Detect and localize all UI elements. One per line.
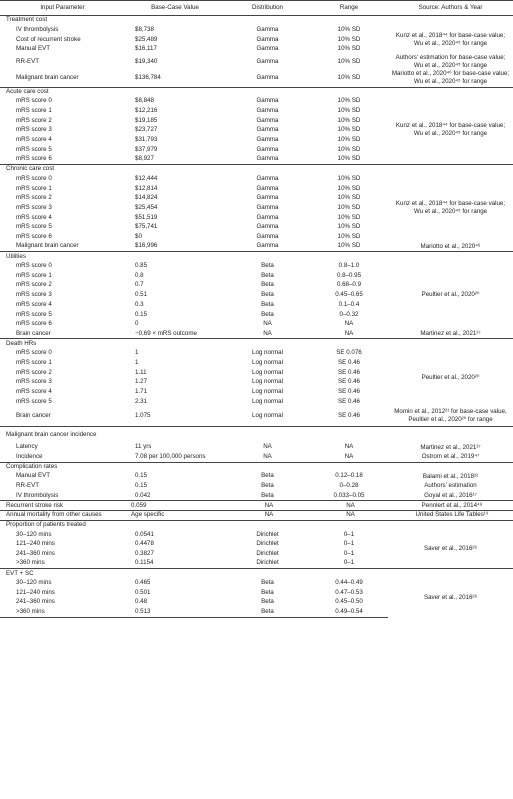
table-row (0, 70, 513, 87)
table-row (0, 349, 513, 359)
source-cell: Kunz et al., 2018⁴⁴ for base-case value; Wu et al., 2020⁴⁵ for range (395, 122, 506, 138)
base-case-value-cell: 0.059 (125, 501, 225, 511)
distribution-cell: Gamma (256, 213, 279, 221)
section-title: Utilities (0, 252, 513, 262)
range-cell: SE 0.46 (337, 412, 361, 420)
distribution-cell: Beta (261, 579, 274, 587)
range-cell: 0.033–0.05 (333, 491, 365, 499)
base-case-value-cell: 0.042 (135, 491, 151, 499)
range-cell: SE 0.076 (336, 349, 362, 357)
section-header-row (0, 462, 513, 472)
parameter-cell: mRS score 0 (16, 174, 52, 182)
distribution-cell: Beta (261, 310, 274, 318)
distribution-cell: NA (263, 320, 272, 328)
base-case-value-cell: $8,738 (135, 25, 154, 33)
range-cell: 10% SD (337, 97, 361, 105)
parameter-cell: mRS score 5 (16, 145, 52, 153)
range-cell: 0.68–0.9 (336, 281, 362, 289)
source-cell: Peultier et al., 2020²⁰ (421, 373, 480, 381)
range-cell: 10% SD (337, 155, 361, 163)
section-title: Complication rates (0, 462, 513, 472)
distribution-cell: Log normal (252, 349, 283, 357)
source-cell: Peultier et al., 2020²⁰ (421, 291, 480, 299)
base-case-value-cell: $0 (135, 233, 142, 241)
section-title: Acute care cost (0, 87, 513, 97)
range-cell: 0–1 (343, 559, 355, 567)
section-title: Malignant brain cancer incidence (0, 426, 513, 443)
base-case-value-cell: 0.1154 (135, 559, 154, 567)
section-title: Death HRs (0, 339, 513, 349)
range-cell: 10% SD (337, 116, 361, 124)
range-cell: 0.8–1.0 (338, 262, 360, 270)
table-row (0, 97, 513, 107)
distribution-cell: Gamma (256, 194, 279, 202)
base-case-value-cell: 0.0541 (135, 530, 154, 538)
base-case-value-cell: 0.85 (135, 262, 148, 270)
source-cell: Saver et al., 2016²⁶ (423, 593, 478, 601)
source-cell: United States Life Tables¹⁹ (388, 511, 513, 521)
range-cell: 10% SD (337, 145, 361, 153)
section-header-row (0, 252, 513, 262)
base-case-value-cell: 0.4478 (135, 540, 154, 548)
parameter-cell: mRS score 4 (16, 213, 52, 221)
section-title: Chronic care cost (0, 165, 513, 175)
distribution-cell: Gamma (256, 35, 279, 43)
range-cell: 0.12–0.18 (335, 472, 363, 480)
parameter-cell: mRS score 6 (16, 320, 52, 328)
parameter-cell: RR-EVT (16, 482, 40, 490)
table-row (0, 242, 513, 252)
base-case-value-cell: $8,848 (135, 97, 154, 105)
range-cell: 10% SD (337, 194, 361, 202)
distribution-cell: Gamma (256, 45, 279, 53)
parameter-cell: RR-EVT (16, 58, 40, 66)
parameter-cell: Malignant brain cancer (16, 242, 79, 250)
distribution-cell: Beta (261, 588, 274, 596)
range-cell: 10% SD (337, 25, 361, 33)
table-row (0, 329, 513, 339)
source-cell: Authors' estimation for base-case value; Wu et al., 2020⁴⁵ for range (395, 54, 506, 70)
base-case-value-cell: $23,727 (135, 126, 158, 134)
parameter-cell: mRS score 3 (16, 291, 52, 299)
parameter-cell: Brain cancer (16, 412, 51, 420)
base-case-value-cell: 1.71 (135, 388, 148, 396)
distribution-cell: Gamma (256, 136, 279, 144)
parameter-cell: 121–240 mins (16, 540, 55, 548)
table-row (0, 578, 513, 588)
distribution-cell: Beta (261, 291, 274, 299)
table-row (0, 452, 513, 462)
source-cell: Ostrom et al., 2019⁴⁷ (421, 452, 480, 460)
range-cell: 0–1 (343, 549, 355, 557)
parameter-cell: Brain cancer (16, 329, 51, 337)
section-title: Proportion of patients treated (0, 520, 513, 530)
parameter-cell: Annual mortality from other causes (0, 511, 125, 521)
distribution-cell: Log normal (252, 358, 283, 366)
range-cell: 10% SD (337, 184, 361, 192)
distribution-cell: NA (225, 501, 310, 511)
range-cell: 10% SD (337, 203, 361, 211)
source-cell: Pennlert et al., 2014⁴⁸ (388, 501, 513, 511)
base-case-value-cell: 0.3827 (135, 549, 154, 557)
base-case-value-cell: 0.48 (135, 598, 148, 606)
column-header-source: Source: Authors & Year (388, 1, 513, 16)
source-cell: Goyal et al., 2016¹⁷ (424, 491, 477, 499)
parameter-cell: mRS score 0 (16, 97, 52, 105)
range-cell: 10% SD (337, 136, 361, 144)
parameter-cell: mRS score 1 (16, 271, 52, 279)
base-case-value-cell: $75,741 (135, 223, 158, 231)
table-row (0, 491, 513, 501)
source-cell: Saver et al., 2016²⁶ (423, 544, 478, 552)
base-case-value-cell: $31,793 (135, 136, 158, 144)
base-case-value-cell: 0.15 (135, 310, 148, 318)
range-cell: NA (344, 452, 354, 460)
base-case-value-cell: 1.11 (135, 368, 147, 376)
range-cell: 0.8–0.95 (336, 271, 362, 279)
parameter-cell: mRS score 4 (16, 300, 52, 308)
source-cell: Kunz et al., 2018⁴⁴ for base-case value; Wu et al., 2020⁴⁵ for range (395, 31, 506, 47)
distribution-cell: Gamma (256, 184, 279, 192)
distribution-cell: Gamma (256, 107, 279, 115)
range-cell: SE 0.46 (337, 368, 361, 376)
distribution-cell: Dirichlet (256, 540, 279, 548)
range-cell: NA (344, 443, 354, 451)
base-case-value-cell: 11 yrs (135, 443, 152, 451)
base-case-value-cell: 0.3 (135, 300, 144, 308)
range-cell: NA (344, 320, 354, 328)
parameter-cell: mRS score 1 (16, 107, 52, 115)
parameter-cell: mRS score 1 (16, 358, 52, 366)
base-case-value-cell: $19,185 (135, 116, 158, 124)
base-case-value-cell: 7.08 per 100,000 persons (135, 452, 206, 460)
base-case-value-cell: 0.15 (135, 482, 148, 490)
parameter-cell: Recurrent stroke risk (0, 501, 125, 511)
base-case-value-cell: $12,814 (135, 184, 158, 192)
standalone-row (0, 511, 513, 521)
source-cell: Martinez et al., 2021²⁷ (420, 329, 481, 337)
parameter-cell: mRS score 3 (16, 378, 52, 386)
distribution-cell: Beta (261, 472, 274, 480)
table-row (0, 530, 513, 540)
distribution-cell: Log normal (252, 368, 283, 376)
source-cell: Kunz et al., 2018⁴⁴ for base-case value; Wu et al., 2020⁴⁵ for range (395, 200, 506, 216)
table-row (0, 481, 513, 491)
section-header-row (0, 339, 513, 349)
distribution-cell: Log normal (252, 412, 283, 420)
section-header-row (0, 16, 513, 26)
column-header-base-case-value: Base-Case Value (125, 1, 225, 16)
distribution-cell: Beta (261, 598, 274, 606)
parameter-cell: mRS score 4 (16, 388, 52, 396)
distribution-cell: Dirichlet (256, 530, 279, 538)
parameter-cell: 241–360 mins (16, 598, 55, 606)
base-case-value-cell: $37,979 (135, 145, 158, 153)
parameter-cell: mRS score 3 (16, 203, 52, 211)
table-row (0, 261, 513, 271)
source-cell: Mariotto et al., 2020⁴⁶ for base-case value; Wu et al., 2020⁴⁵ for range (391, 70, 510, 86)
range-cell: SE 0.46 (337, 378, 361, 386)
distribution-cell: Gamma (256, 223, 279, 231)
parameter-cell: mRS score 4 (16, 136, 52, 144)
parameter-cell: mRS score 1 (16, 184, 52, 192)
column-header-distribution: Distribution (225, 1, 310, 16)
range-cell: 0–1 (343, 540, 355, 548)
parameter-cell: mRS score 2 (16, 116, 52, 124)
base-case-value-cell: $51,519 (135, 213, 158, 221)
base-case-value-cell: 0.15 (135, 472, 148, 480)
parameter-cell: mRS score 5 (16, 397, 52, 405)
range-cell: 10% SD (337, 35, 361, 43)
base-case-value-cell: 1.27 (135, 378, 148, 386)
base-case-value-cell: $8,927 (135, 155, 154, 163)
range-cell: 0.1–0.4 (338, 300, 360, 308)
distribution-cell: Beta (261, 271, 274, 279)
base-case-value-cell: 0.513 (125, 607, 225, 617)
source-cell: Mariotto et al., 2020⁴⁶ (420, 242, 481, 250)
column-header-range: Range (310, 1, 388, 16)
column-header-input-parameter: Input Parameter (0, 1, 125, 16)
distribution-cell: Beta (261, 482, 274, 490)
distribution-cell: Beta (225, 607, 310, 617)
header-row (0, 1, 513, 16)
range-cell: 10% SD (337, 242, 361, 250)
range-cell: NA (310, 511, 388, 521)
range-cell: 10% SD (337, 45, 361, 53)
base-case-value-cell: $136,784 (135, 74, 161, 82)
parameter-cell: Malignant brain cancer (16, 74, 79, 82)
base-case-value-cell: 0.8 (135, 271, 144, 279)
base-case-value-cell: 0.7 (135, 281, 144, 289)
distribution-cell: Beta (261, 281, 274, 289)
distribution-cell: Gamma (256, 97, 279, 105)
distribution-cell: NA (263, 329, 272, 337)
parameter-cell: Incidence (16, 452, 43, 460)
section-header-row (0, 520, 513, 530)
distribution-cell: Gamma (256, 233, 279, 241)
distribution-cell: Gamma (256, 242, 279, 250)
section-header-row (0, 165, 513, 175)
parameter-cell: mRS score 5 (16, 310, 52, 318)
range-cell: 0–1 (343, 530, 355, 538)
distribution-cell: NA (263, 443, 272, 451)
table-row (0, 25, 513, 35)
range-cell: 10% SD (337, 74, 361, 82)
distribution-cell: Log normal (252, 378, 283, 386)
table-row (0, 174, 513, 184)
base-case-value-cell: $16,996 (135, 242, 158, 250)
base-case-value-cell: 0.465 (135, 579, 151, 587)
section-header-row (0, 87, 513, 97)
range-cell: 0.44–0.49 (335, 579, 363, 587)
range-cell: NA (344, 329, 354, 337)
parameter-cell: >360 mins (0, 607, 125, 617)
table-row (0, 443, 513, 453)
parameter-cell: IV thrombolysis (16, 491, 59, 499)
parameter-cell: 30–120 mins (16, 579, 52, 587)
parameter-cell: IV thrombolysis (16, 25, 59, 33)
distribution-cell: Dirichlet (256, 549, 279, 557)
distribution-cell: Log normal (252, 397, 283, 405)
base-case-value-cell: Age specific (125, 511, 225, 521)
base-case-value-cell: 0 (135, 320, 139, 328)
parameter-cell: mRS score 2 (16, 368, 52, 376)
distribution-cell: Gamma (256, 25, 279, 33)
base-case-value-cell: $25,454 (135, 203, 158, 211)
source-cell: Momin et al., 2012²¹ for base-case value, Peultier et al., 2020²⁰ for range (394, 408, 507, 424)
range-cell: 10% SD (337, 233, 361, 241)
parameter-cell: mRS score 6 (16, 233, 52, 241)
range-cell: 0.49–0.54 (310, 607, 388, 617)
range-cell: 10% SD (337, 223, 361, 231)
distribution-cell: NA (225, 511, 310, 521)
range-cell: SE 0.46 (337, 388, 361, 396)
base-case-value-cell: $12,216 (135, 107, 158, 115)
distribution-cell: NA (263, 452, 272, 460)
base-case-value-cell: 0.501 (135, 588, 151, 596)
parameter-cell: mRS score 2 (16, 194, 52, 202)
base-case-value-cell: 2.31 (135, 397, 148, 405)
base-case-value-cell: $19,340 (135, 58, 158, 66)
source-cell: Martinez et al., 2021²⁷ (420, 443, 481, 451)
range-cell: 10% SD (337, 126, 361, 134)
base-case-value-cell: $16,117 (135, 45, 157, 53)
parameter-cell: 241–360 mins (16, 549, 55, 557)
distribution-cell: Gamma (256, 126, 279, 134)
distribution-cell: Gamma (256, 145, 279, 153)
table-row (0, 54, 513, 70)
table-row (0, 407, 513, 427)
parameter-cell: Manual EVT (16, 45, 51, 53)
section-header-row (0, 569, 513, 579)
base-case-value-cell: $12,444 (135, 174, 158, 182)
parameter-cell: Latency (16, 443, 38, 451)
range-cell: NA (310, 501, 388, 511)
source-cell: Balami et al., 2018²² (422, 472, 479, 480)
parameter-cell: mRS score 0 (16, 349, 52, 357)
base-case-value-cell: 1 (135, 349, 139, 357)
parameter-cell: 30–120 mins (16, 530, 52, 538)
range-cell: 10% SD (337, 213, 361, 221)
distribution-cell: Beta (261, 300, 274, 308)
parameter-cell: mRS score 2 (16, 281, 52, 289)
range-cell: SE 0.46 (337, 397, 361, 405)
source-cell: Authors' estimation (424, 482, 477, 490)
distribution-cell: Gamma (256, 116, 279, 124)
range-cell: 10% SD (337, 58, 361, 66)
distribution-cell: Beta (261, 262, 274, 270)
range-cell: 0–0.32 (339, 310, 359, 318)
base-case-value-cell: 1 (135, 358, 139, 366)
distribution-cell: Gamma (256, 74, 279, 82)
parameter-cell: 121–240 mins (16, 588, 55, 596)
range-cell: SE 0.46 (337, 358, 361, 366)
parameter-cell: mRS score 0 (16, 262, 52, 270)
range-cell: 0.47–0.53 (335, 588, 363, 596)
section-title: Treatment cost (6, 16, 48, 24)
distribution-cell: Log normal (252, 388, 283, 396)
parameter-cell: mRS score 5 (16, 223, 52, 231)
parameter-cell: mRS score 6 (16, 155, 52, 163)
distribution-cell: Gamma (256, 58, 279, 66)
range-cell: 0.45–0.65 (335, 291, 363, 299)
range-cell: 0–0.28 (339, 482, 359, 490)
parameter-cell: Cost of recurrent stroke (16, 35, 81, 43)
range-cell: 0.45–0.50 (335, 598, 363, 606)
parameter-cell: mRS score 3 (16, 126, 52, 134)
distribution-cell: Beta (261, 491, 274, 499)
table-row (0, 472, 513, 482)
section-title: EVT + SC (0, 569, 513, 579)
parameter-cell: Manual EVT (16, 472, 51, 480)
standalone-row (0, 501, 513, 511)
range-cell: 10% SD (337, 174, 361, 182)
base-case-value-cell: 0.51 (135, 291, 148, 299)
distribution-cell: Gamma (256, 155, 279, 163)
parameter-cell: >360 mins (16, 559, 45, 567)
section-header-row (0, 426, 513, 443)
base-case-value-cell: $25,489 (135, 35, 158, 43)
range-cell: 10% SD (337, 107, 361, 115)
distribution-cell: Gamma (256, 203, 279, 211)
distribution-cell: Dirichlet (256, 559, 279, 567)
distribution-cell: Gamma (256, 174, 279, 182)
base-case-value-cell: $14,824 (135, 194, 158, 202)
base-case-value-cell: −0.69 × mRS outcome (135, 329, 197, 337)
base-case-value-cell: 1.075 (135, 412, 151, 420)
